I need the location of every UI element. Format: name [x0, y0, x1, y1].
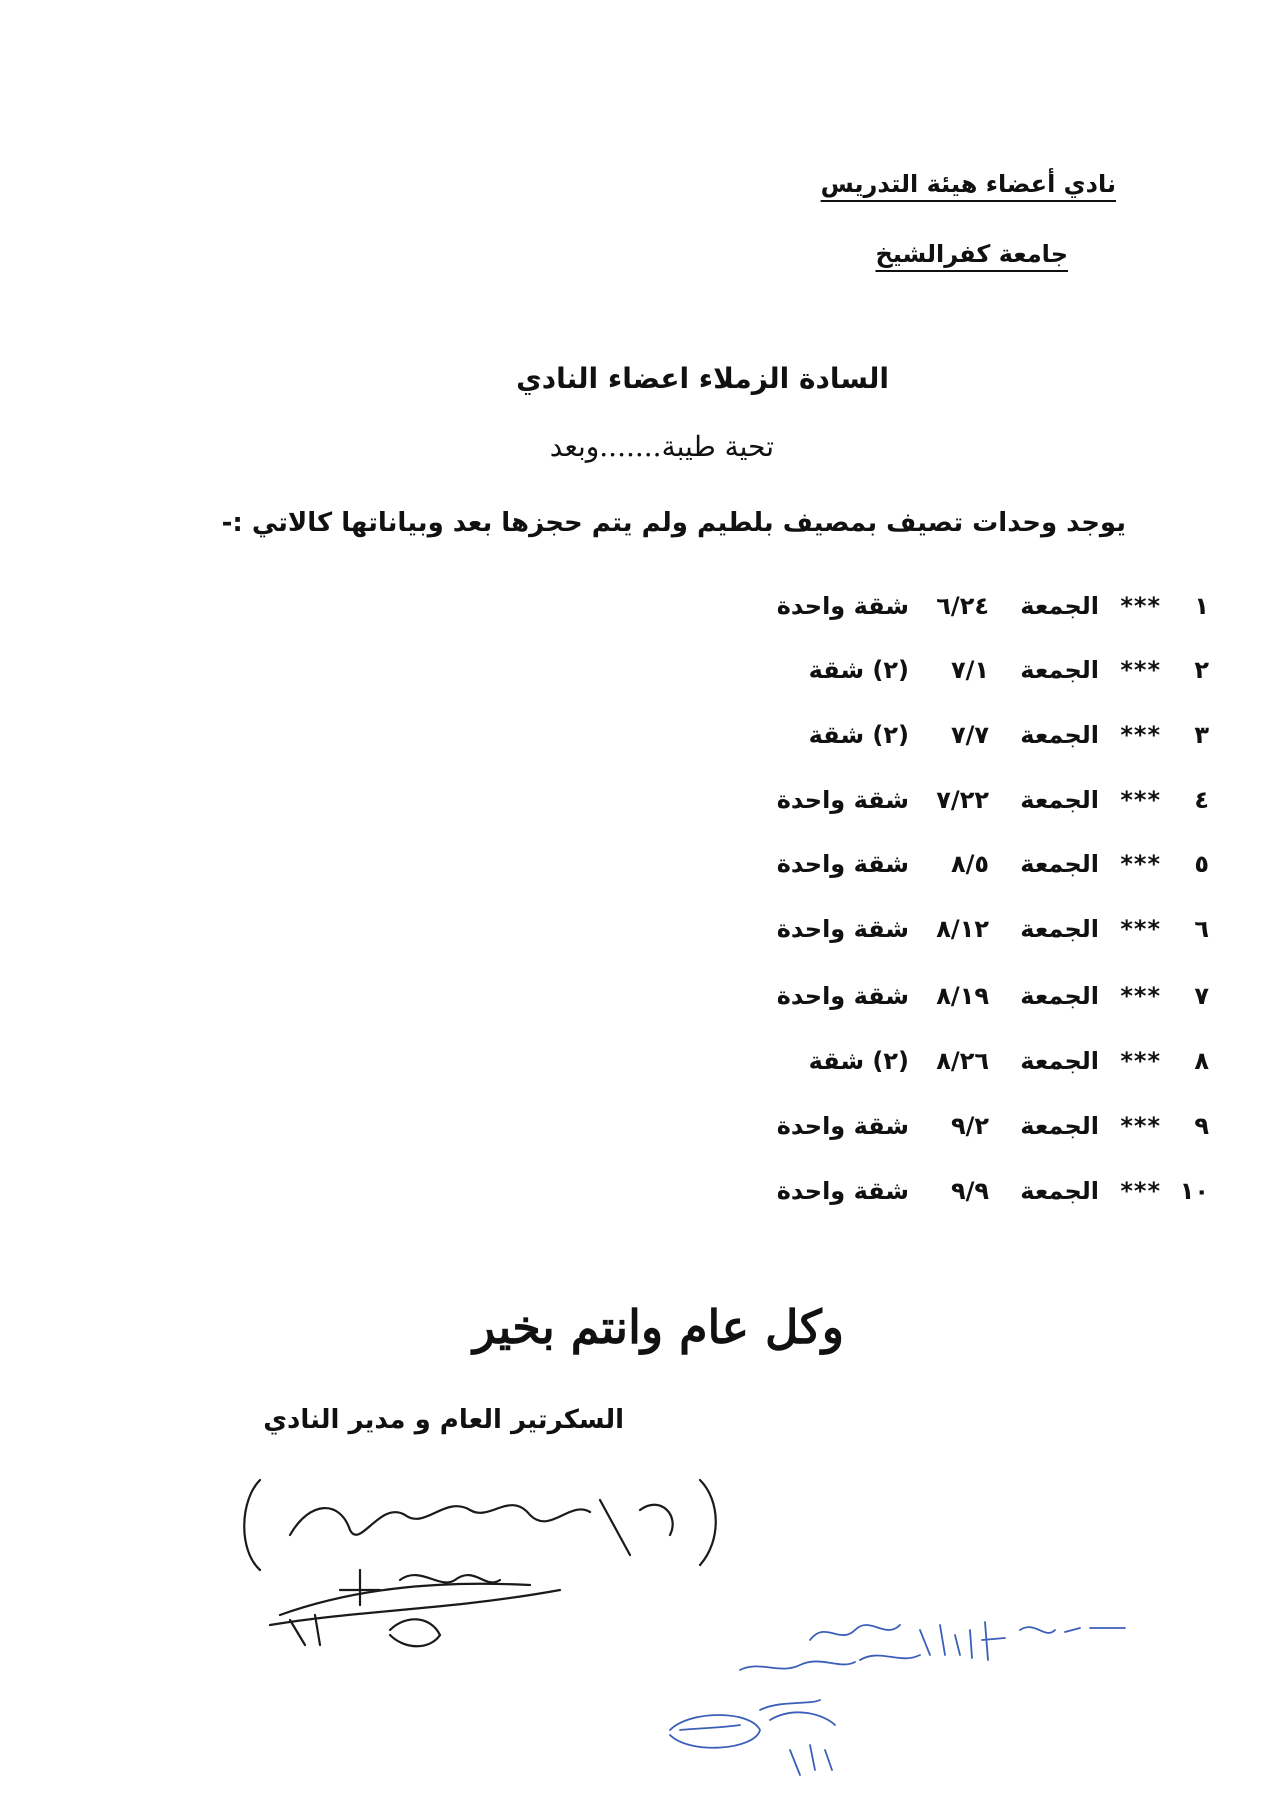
list-item: [509, 721, 1209, 761]
signatory-title: السكرتير العام و مدير النادي: [263, 1405, 624, 1435]
club-name: نادي أعضاء هيئة التدريس: [820, 170, 1116, 198]
item-stars: ***: [1120, 1047, 1161, 1075]
list-item: [509, 1112, 1209, 1152]
item-quantity: شقة واحدة: [776, 1177, 909, 1205]
item-day: الجمعة: [1020, 1112, 1099, 1140]
item-number: ٦: [1194, 915, 1209, 943]
item-stars: ***: [1120, 592, 1161, 620]
item-number: ٤: [1194, 786, 1209, 814]
item-day: الجمعة: [1020, 850, 1099, 878]
item-number: ٢: [1194, 656, 1209, 684]
handwritten-note-blue-ink: [610, 1600, 1130, 1820]
item-date: ٧/٢٢: [936, 786, 989, 814]
item-quantity: (٢) شقة: [808, 721, 909, 749]
list-item: [509, 850, 1209, 890]
item-day: الجمعة: [1020, 982, 1099, 1010]
item-number: ١: [1194, 592, 1209, 620]
item-stars: ***: [1120, 656, 1161, 684]
item-stars: ***: [1120, 982, 1161, 1010]
item-quantity: شقة واحدة: [776, 592, 909, 620]
item-number: ٣: [1194, 721, 1209, 749]
item-stars: ***: [1120, 850, 1161, 878]
item-day: الجمعة: [1020, 656, 1099, 684]
item-date: ٩/٢: [950, 1112, 989, 1140]
salutation: السادة الزملاء اعضاء النادي: [516, 362, 889, 395]
item-date: ٨/١٢: [936, 915, 989, 943]
closing-line: وكل عام وانتم بخير: [473, 1300, 844, 1354]
item-number: ٨: [1194, 1047, 1209, 1075]
item-number: ٩: [1194, 1112, 1209, 1140]
item-stars: ***: [1120, 721, 1161, 749]
list-item: [509, 915, 1209, 955]
list-item: [509, 1177, 1209, 1217]
item-stars: ***: [1120, 1177, 1161, 1205]
item-date: ٩/٩: [950, 1177, 989, 1205]
item-date: ٧/٧: [950, 721, 989, 749]
intro-paragraph: يوجد وحدات تصيف بمصيف بلطيم ولم يتم حجزها بعد وبياناتها كالاتي :-: [221, 508, 1126, 538]
list-item: [509, 786, 1209, 826]
item-quantity: شقة واحدة: [776, 1112, 909, 1140]
item-day: الجمعة: [1020, 786, 1099, 814]
greeting: تحية طيبة.......وبعد: [549, 430, 774, 463]
item-date: ٨/٥: [950, 850, 989, 878]
item-number: ٧: [1194, 982, 1209, 1010]
item-day: الجمعة: [1020, 592, 1099, 620]
item-quantity: (٢) شقة: [808, 1047, 909, 1075]
item-stars: ***: [1120, 1112, 1161, 1140]
list-item: [509, 1047, 1209, 1087]
item-quantity: شقة واحدة: [776, 982, 909, 1010]
item-day: الجمعة: [1020, 1047, 1099, 1075]
list-item: [509, 656, 1209, 696]
item-stars: ***: [1120, 786, 1161, 814]
university-name: جامعة كفرالشيخ: [875, 240, 1068, 268]
item-quantity: شقة واحدة: [776, 786, 909, 814]
list-item: [509, 592, 1209, 632]
item-date: ٨/١٩: [936, 982, 989, 1010]
item-number: ١٠: [1179, 1177, 1209, 1205]
item-date: ٧/١: [950, 656, 989, 684]
item-stars: ***: [1120, 915, 1161, 943]
item-date: ٨/٢٦: [936, 1047, 989, 1075]
list-item: [509, 982, 1209, 1022]
item-quantity: شقة واحدة: [776, 850, 909, 878]
item-day: الجمعة: [1020, 721, 1099, 749]
item-day: الجمعة: [1020, 915, 1099, 943]
item-quantity: (٢) شقة: [808, 656, 909, 684]
item-date: ٦/٢٤: [936, 592, 989, 620]
item-quantity: شقة واحدة: [776, 915, 909, 943]
item-number: ٥: [1194, 850, 1209, 878]
item-day: الجمعة: [1020, 1177, 1099, 1205]
